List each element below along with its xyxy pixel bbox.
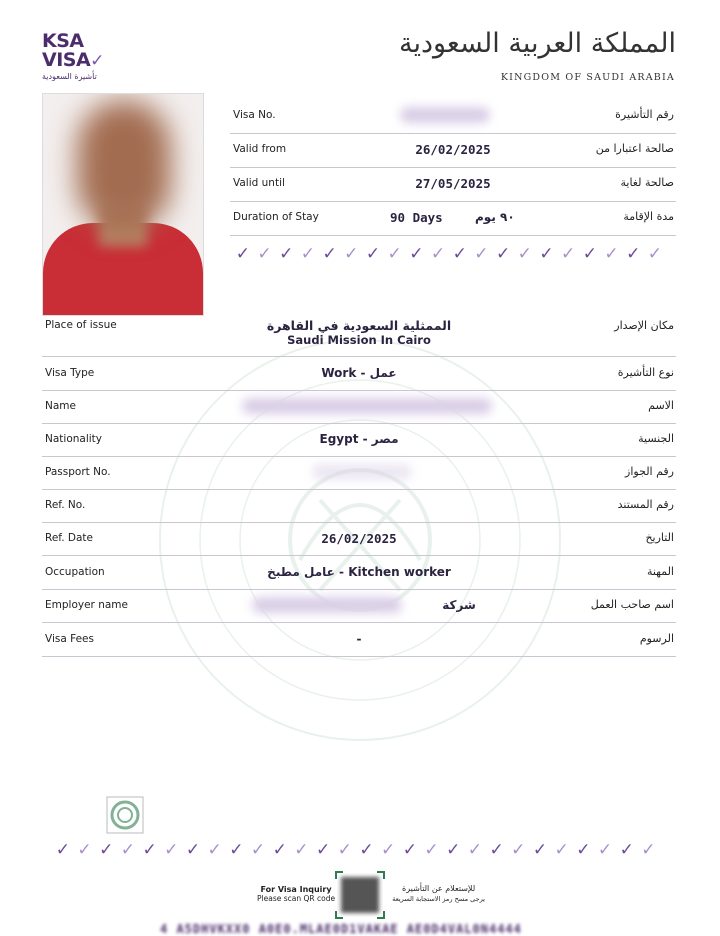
check-mark-icon: ✓: [207, 840, 222, 860]
logo-sub: تأشيرة السعودية: [42, 72, 97, 81]
row-passport-no: [42, 456, 676, 490]
holder-photo: [42, 93, 204, 316]
check-mark-icon: ✓: [402, 840, 417, 860]
check-mark-icon: ✓: [467, 840, 483, 860]
check-mark-icon: ✓: [300, 244, 316, 264]
row-duration: [230, 201, 676, 236]
check-mark-icon: ✓: [647, 244, 663, 264]
row-valid-from: [230, 133, 676, 168]
row-visa-fees: [42, 623, 676, 657]
value: عامل مطبخ - Kitchen worker: [267, 565, 451, 579]
label-ar: رقم الجواز: [625, 465, 674, 478]
check-mark-icon: ✓: [381, 840, 396, 860]
value-en: 90 Days: [390, 210, 443, 225]
label-en: Valid until: [233, 177, 285, 189]
check-mark-icon: ✓: [235, 244, 250, 264]
check-mark-icon: ✓: [322, 244, 337, 264]
label-ar: اسم صاحب العمل: [590, 598, 674, 611]
label-ar: رقم المستند: [617, 498, 674, 511]
check-icon: ✓: [90, 51, 104, 71]
label-en: Employer name: [45, 599, 128, 611]
value: 26/02/2025: [321, 531, 397, 546]
row-occupation: [42, 556, 676, 590]
check-mark-icon: ✓: [55, 840, 70, 860]
check-mark-icon: ✓: [474, 244, 489, 264]
check-mark-icon: ✓: [344, 244, 359, 264]
qr-inquiry-box: [249, 871, 491, 919]
row-employer-name: [42, 589, 676, 623]
check-mark-icon: ✓: [619, 840, 634, 860]
check-mark-icon: ✓: [430, 244, 446, 264]
value-ar: ٩٠ يوم: [475, 210, 515, 224]
label-en: Ref. Date: [45, 532, 93, 544]
check-mark-icon: ✓: [495, 244, 511, 264]
check-mark-icon: ✓: [554, 840, 569, 860]
label-en: Name: [45, 400, 76, 412]
check-mark-icon: ✓: [446, 840, 461, 860]
label-ar: مدة الإقامة: [623, 210, 674, 223]
label-ar: الرسوم: [639, 632, 674, 645]
check-mark-icon: ✓: [257, 244, 272, 264]
qr-title-en: For Visa Inquiry: [260, 885, 332, 894]
qr-code-icon[interactable]: [335, 871, 385, 919]
redacted-value: [242, 398, 492, 414]
label-en: Place of issue: [45, 319, 117, 331]
value: شركة: [442, 598, 476, 612]
redacted-value: [312, 464, 412, 480]
label-en: Visa Type: [45, 367, 95, 379]
check-mark-icon: ✓: [604, 244, 619, 264]
security-check-strip-bottom: [52, 840, 659, 860]
check-mark-icon: ✓: [424, 840, 439, 860]
label-en: Valid from: [233, 143, 287, 155]
row-valid-until: [230, 167, 676, 202]
label-en: Visa No.: [233, 109, 276, 121]
label-en: Ref. No.: [45, 499, 86, 511]
row-visa-no: [230, 99, 676, 134]
row-name: [42, 390, 676, 424]
check-mark-icon: ✓: [597, 840, 613, 860]
qr-sub-en: Please scan QR code: [257, 894, 336, 903]
check-mark-icon: ✓: [582, 244, 597, 264]
check-mark-icon: ✓: [517, 244, 532, 264]
check-mark-icon: ✓: [409, 244, 424, 264]
label-ar: الجنسية: [638, 432, 674, 445]
value: Work - عمل: [321, 366, 397, 380]
check-mark-icon: ✓: [452, 244, 467, 264]
label-ar: صالحة لغاية: [620, 176, 674, 189]
qr-title-ar: للإستعلام عن التأشيرة: [402, 884, 476, 893]
check-mark-icon: ✓: [279, 244, 294, 264]
check-mark-icon: ✓: [77, 840, 92, 860]
label-ar: المهنة: [646, 565, 674, 578]
label-ar: الاسم: [648, 399, 674, 412]
logo-line1: KSA: [42, 30, 84, 52]
label-en: Visa Fees: [45, 633, 94, 645]
check-mark-icon: ✓: [185, 840, 201, 860]
row-nationality: [42, 423, 676, 457]
kingdom-title-en: KINGDOM OF SAUDI ARABIA: [500, 72, 675, 83]
check-mark-icon: ✓: [626, 244, 641, 264]
label-ar: رقم التأشيرة: [615, 108, 674, 121]
value: 27/05/2025: [415, 176, 491, 191]
seal-icon: [106, 796, 144, 834]
check-mark-icon: ✓: [164, 840, 179, 860]
check-mark-icon: ✓: [489, 840, 504, 860]
check-mark-icon: ✓: [576, 840, 591, 860]
check-mark-icon: ✓: [365, 244, 381, 264]
check-mark-icon: ✓: [250, 840, 266, 860]
qr-sub-ar: يرجى مسح رمز الاستجابة السريعة: [392, 895, 485, 903]
check-mark-icon: ✓: [272, 840, 287, 860]
value: 26/02/2025: [415, 142, 491, 157]
check-mark-icon: ✓: [511, 840, 526, 860]
row-ref-date: [42, 522, 676, 556]
check-mark-icon: ✓: [641, 840, 656, 860]
row-place-of-issue: [42, 314, 676, 357]
ksa-visa-logo: [42, 32, 112, 84]
label-en: Occupation: [45, 566, 105, 578]
check-mark-icon: ✓: [229, 840, 244, 860]
label-ar: صالحة اعتبارا من: [595, 142, 674, 155]
qr-inquiry-en: [257, 885, 335, 903]
label-ar: التاريخ: [645, 531, 674, 544]
check-mark-icon: ✓: [315, 840, 331, 860]
check-mark-icon: ✓: [561, 244, 576, 264]
logo-line2: VISA: [42, 49, 91, 71]
label-ar: مكان الإصدار: [614, 319, 674, 332]
security-check-strip: [232, 244, 666, 264]
value-en: Saudi Mission In Cairo: [287, 333, 431, 347]
value: -: [356, 632, 362, 646]
check-mark-icon: ✓: [120, 840, 136, 860]
label-en: Duration of Stay: [233, 211, 319, 223]
kingdom-title-ar: المملكة العربية السعودية: [398, 28, 676, 59]
check-mark-icon: ✓: [337, 840, 352, 860]
label-en: Nationality: [45, 433, 103, 445]
check-mark-icon: ✓: [387, 244, 402, 264]
qr-inquiry-ar: [392, 884, 485, 904]
label-ar: نوع التأشيرة: [617, 366, 674, 379]
value-ar: الممثلية السعودية في القاهرة: [266, 318, 452, 333]
check-mark-icon: ✓: [532, 840, 548, 860]
check-mark-icon: ✓: [539, 244, 554, 264]
check-mark-icon: ✓: [99, 840, 114, 860]
check-mark-icon: ✓: [294, 840, 309, 860]
check-mark-icon: ✓: [142, 840, 157, 860]
machine-readable-code: 4 A5DHVKXX0 A0E0.MLAE0D1VAKAE AE0D4VAL0N4444: [160, 922, 522, 936]
row-visa-type: [42, 357, 676, 391]
value: Egypt - مصر: [319, 432, 399, 446]
redacted-value: [400, 107, 490, 123]
row-ref-no: [42, 489, 676, 523]
label-en: Passport No.: [45, 466, 111, 478]
check-mark-icon: ✓: [359, 840, 374, 860]
